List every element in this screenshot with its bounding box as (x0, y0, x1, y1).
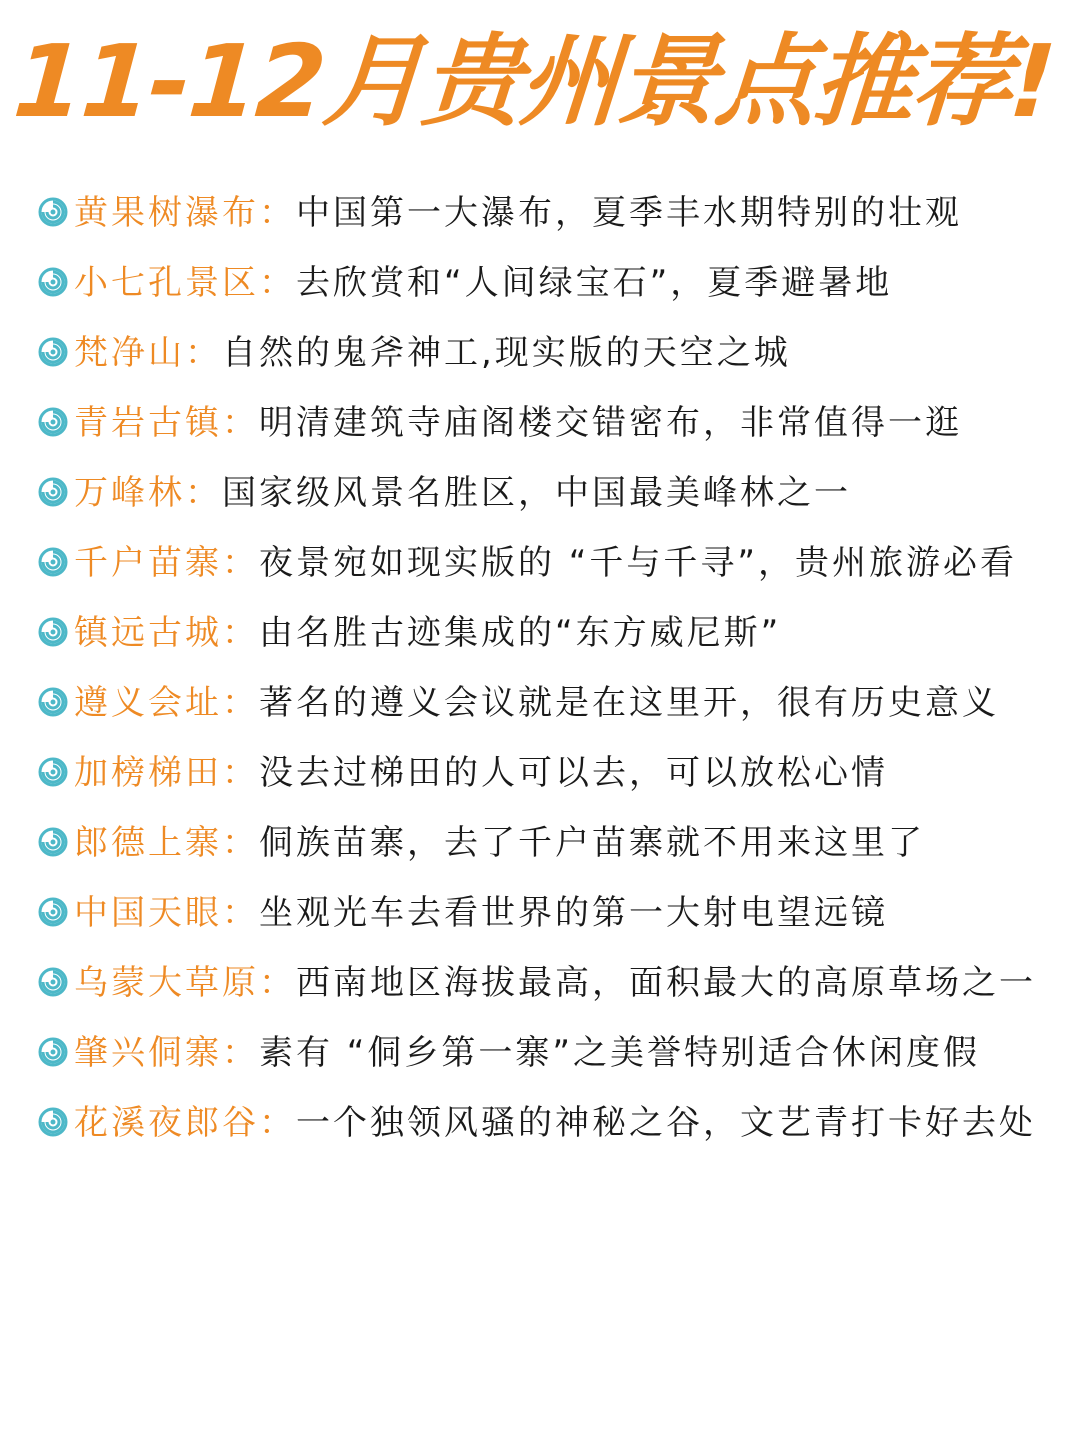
attraction-description: 夜景宛如现实版的 “千与千寻”，贵州旅游必看 (259, 543, 1018, 583)
attraction-list (38, 178, 1068, 1158)
list-item (38, 598, 1068, 668)
swirl-icon (38, 251, 68, 281)
list-item (38, 178, 1068, 248)
attraction-name: 黄果树瀑布： (74, 193, 296, 233)
list-item (38, 388, 1068, 458)
list-item (38, 1018, 1068, 1088)
list-item (38, 668, 1068, 738)
list-item (38, 248, 1068, 318)
swirl-icon (38, 671, 68, 701)
attraction-description: 国家级风景名胜区，中国最美峰林之一 (222, 473, 851, 513)
swirl-icon (38, 321, 68, 351)
attraction-description: 西南地区海拔最高，面积最大的高原草场之一 (296, 963, 1036, 1003)
swirl-icon (38, 951, 68, 981)
attraction-name: 千户苗寨： (74, 543, 259, 583)
attraction-description: 去欣赏和“人间绿宝石”，夏季避暑地 (296, 263, 893, 303)
attraction-name: 加榜梯田： (74, 753, 259, 793)
attraction-description: 侗族苗寨，去了千户苗寨就不用来这里了 (259, 823, 925, 863)
attraction-description: 坐观光车去看世界的第一大射电望远镜 (259, 893, 888, 933)
swirl-icon (38, 181, 68, 211)
swirl-icon (38, 881, 68, 911)
attraction-name: 梵净山： (74, 333, 222, 373)
attraction-description: 没去过梯田的人可以去，可以放松心情 (259, 753, 888, 793)
attraction-name: 花溪夜郎谷： (74, 1103, 296, 1143)
page-title: 11-12月贵州景点推荐! (9, 23, 1058, 140)
attraction-description: 由名胜古迹集成的“东方威尼斯” (259, 613, 782, 653)
attraction-description: 中国第一大瀑布，夏季丰水期特别的壮观 (296, 193, 962, 233)
list-item (38, 808, 1068, 878)
attraction-description: 明清建筑寺庙阁楼交错密布，非常值得一逛 (259, 403, 962, 443)
swirl-icon (38, 1091, 68, 1121)
list-item (38, 738, 1068, 808)
attraction-description: 素有 “侗乡第一寨”之美誉特别适合休闲度假 (259, 1033, 981, 1073)
attraction-description: 自然的鬼斧神工,现实版的天空之城 (222, 333, 791, 373)
swirl-icon (38, 811, 68, 841)
swirl-icon (38, 741, 68, 771)
list-item (38, 318, 1068, 388)
swirl-icon (38, 531, 68, 561)
attraction-name: 肇兴侗寨： (74, 1033, 259, 1073)
list-item (38, 948, 1068, 1018)
attraction-name: 中国天眼： (74, 893, 259, 933)
attraction-name: 镇远古城： (74, 613, 259, 653)
list-item (38, 1088, 1068, 1158)
attraction-name: 小七孔景区： (74, 263, 296, 303)
attraction-description: 一个独领风骚的神秘之谷，文艺青打卡好去处 (296, 1103, 1036, 1143)
attraction-name: 万峰林： (74, 473, 222, 513)
attraction-name: 遵义会址： (74, 683, 259, 723)
swirl-icon (38, 461, 68, 491)
attraction-name: 郎德上寨： (74, 823, 259, 863)
list-item (38, 878, 1068, 948)
list-item (38, 528, 1068, 598)
swirl-icon (38, 391, 68, 421)
swirl-icon (38, 601, 68, 631)
swirl-icon (38, 1021, 68, 1051)
attraction-name: 青岩古镇： (74, 403, 259, 443)
list-item (38, 458, 1068, 528)
attraction-description: 著名的遵义会议就是在这里开，很有历史意义 (259, 683, 999, 723)
attraction-name: 乌蒙大草原： (74, 963, 296, 1003)
